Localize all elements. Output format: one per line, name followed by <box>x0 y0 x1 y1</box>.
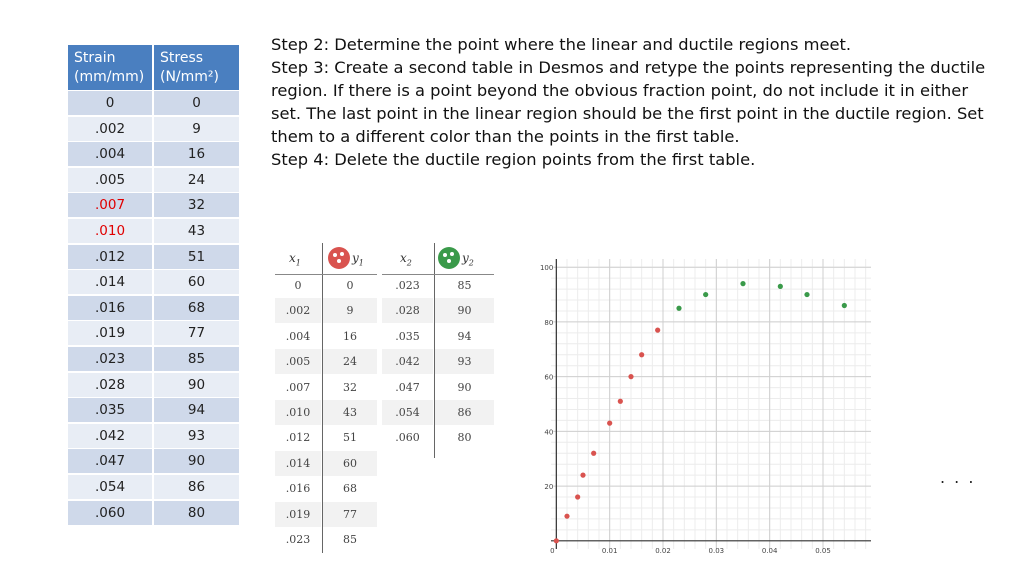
table1-x-cell[interactable]: .019 <box>275 502 321 527</box>
table2-x-cell[interactable]: .054 <box>382 400 433 425</box>
table2-y-cell[interactable]: 86 <box>435 400 494 425</box>
data-point <box>842 303 847 308</box>
table-row <box>68 424 239 450</box>
table1-y-cell[interactable]: 60 <box>323 451 377 476</box>
table1-x-cell[interactable]: .002 <box>275 298 321 323</box>
step-2-text: Step 2: Determine the point where the linear and ductile regions meet. <box>271 35 852 54</box>
table-row <box>68 219 239 245</box>
table1-y-cell[interactable]: 9 <box>323 298 377 323</box>
table1-x-sub: 1 <box>295 258 301 268</box>
table1-y-cell[interactable]: 16 <box>343 329 357 343</box>
table-row <box>68 142 239 168</box>
stress-cell: 94 <box>154 398 239 422</box>
table1-x-cell[interactable]: .023 <box>285 533 311 546</box>
data-point <box>778 284 783 289</box>
data-point <box>676 306 681 311</box>
strain-cell: .047 <box>68 449 152 473</box>
point-style-icon[interactable] <box>328 247 350 269</box>
data-point <box>564 514 569 519</box>
scatter-chart <box>539 255 875 555</box>
table2-y-cell[interactable]: 90 <box>457 380 472 394</box>
stress-cell: 9 <box>154 117 239 141</box>
y-tick-label: 80 <box>544 318 554 327</box>
data-point <box>655 328 660 333</box>
point-style-icon[interactable] <box>438 247 460 269</box>
stress-cell: 24 <box>154 168 239 192</box>
stress-header <box>154 45 239 90</box>
table-row <box>68 347 239 373</box>
x-tick-label: 0.02 <box>655 546 671 555</box>
table-row <box>68 117 239 143</box>
table-row <box>68 449 239 475</box>
strain-cell: .035 <box>68 398 152 422</box>
table-row <box>68 193 239 219</box>
y-tick-label: 40 <box>544 428 554 437</box>
table2-x-cell[interactable]: .047 <box>395 380 420 394</box>
strain-cell: .002 <box>68 117 152 141</box>
stress-cell: 77 <box>154 321 239 345</box>
stress-cell: 51 <box>154 245 239 269</box>
strain-cell: .023 <box>68 347 152 371</box>
table1-x-cell[interactable]: .005 <box>275 349 321 374</box>
table1-x-label: x <box>289 251 296 265</box>
data-point <box>580 473 585 478</box>
stress-cell: 86 <box>154 475 239 499</box>
stress-cell: 90 <box>154 373 239 397</box>
data-point <box>554 538 559 543</box>
table1-y-sub: 1 <box>358 258 364 268</box>
data-point <box>740 281 745 286</box>
instructions-text <box>271 33 991 171</box>
ellipsis: . . . <box>940 468 976 487</box>
table1-x-cell[interactable]: .012 <box>285 431 311 445</box>
data-point <box>804 292 809 297</box>
table2-y-cell[interactable]: 85 <box>457 279 472 292</box>
strain-header-label: Strain <box>74 50 116 66</box>
table1-y-cell[interactable]: 68 <box>343 482 357 496</box>
table-row <box>68 373 239 399</box>
stress-cell: 90 <box>154 449 239 473</box>
strain-cell: .042 <box>68 424 152 448</box>
table2-y-label: y <box>462 251 469 265</box>
table2-y-cell[interactable]: 80 <box>457 431 472 445</box>
table-row <box>68 475 239 501</box>
strain-cell: .014 <box>68 270 152 294</box>
desmos-table-2 <box>382 243 494 458</box>
stress-cell: 80 <box>154 501 239 525</box>
table-row <box>68 270 239 296</box>
stress-header-label: Stress <box>160 50 204 66</box>
table1-y-cell[interactable]: 43 <box>323 400 377 425</box>
step-3-text: Step 3: Create a second table in Desmos and retype the points representing the ductile region. If there is a point beyond the obvious fraction point, do not include it in either set. The last point in the linear region should be the first point in the ductile region. Set them to a different color than the points in the first table. <box>271 58 986 146</box>
table2-x-label: x <box>400 251 407 265</box>
x-tick-label: 0.01 <box>601 546 618 555</box>
strain-cell: .010 <box>68 219 152 243</box>
strain-header-unit: (mm/mm) <box>74 69 145 85</box>
table2-x-cell[interactable]: .028 <box>382 298 433 323</box>
strain-cell: .028 <box>68 373 152 397</box>
x-tick-label: 0.03 <box>708 546 725 555</box>
x-tick-label: 0.04 <box>761 546 778 555</box>
table-row <box>68 168 239 194</box>
table-row <box>68 501 239 527</box>
table1-y-cell[interactable]: 24 <box>323 349 377 374</box>
step-4-text: Step 4: Delete the ductile region points from the first table. <box>271 150 756 169</box>
y-tick-label: 20 <box>544 483 554 492</box>
data-point <box>575 494 580 499</box>
strain-cell: .019 <box>68 321 152 345</box>
table-row <box>68 245 239 271</box>
y-tick-label: 60 <box>544 373 554 382</box>
table1-x-cell[interactable]: .016 <box>285 482 311 496</box>
table1-y-cell[interactable]: 0 <box>346 279 354 292</box>
strain-header <box>68 45 152 90</box>
x-tick-label: 0.05 <box>815 546 831 555</box>
stress-cell: 32 <box>154 193 239 217</box>
table2-x-sub: 2 <box>406 258 412 268</box>
y-tick-label: 100 <box>539 264 554 273</box>
stress-cell: 85 <box>154 347 239 371</box>
table-row <box>68 321 239 347</box>
data-point <box>591 451 596 456</box>
x-tick-label: 0 <box>550 546 555 555</box>
stress-cell: 0 <box>154 91 239 115</box>
table1-y-cell[interactable]: 77 <box>323 502 377 527</box>
table2-x-cell[interactable]: .023 <box>395 279 420 292</box>
table2-y-sub: 2 <box>468 258 474 268</box>
stress-cell: 60 <box>154 270 239 294</box>
table2-x-cell[interactable]: .035 <box>395 329 420 343</box>
table-row <box>68 296 239 322</box>
desmos-table-1 <box>275 243 377 553</box>
table1-y-cell[interactable]: 32 <box>343 380 357 394</box>
table1-x-cell[interactable]: .014 <box>275 451 321 476</box>
table2-x-cell[interactable]: .042 <box>382 349 433 374</box>
data-point <box>618 399 623 404</box>
table2-x-cell[interactable]: .060 <box>395 431 420 445</box>
table2-y-cell[interactable]: 93 <box>435 349 494 374</box>
table2-y-cell[interactable]: 90 <box>435 298 494 323</box>
table1-x-cell[interactable]: .010 <box>275 400 321 425</box>
table1-x-cell[interactable]: .004 <box>285 329 311 343</box>
strain-cell: .012 <box>68 245 152 269</box>
strain-cell: .060 <box>68 501 152 525</box>
table1-y-cell[interactable]: 51 <box>343 431 357 445</box>
strain-cell: .016 <box>68 296 152 320</box>
data-point <box>703 292 708 297</box>
stress-header-unit: (N/mm²) <box>160 69 220 85</box>
table1-y-label: y <box>352 251 359 265</box>
strain-cell: 0 <box>68 91 152 115</box>
strain-cell: .007 <box>68 193 152 217</box>
table2-y-cell[interactable]: 94 <box>457 329 472 343</box>
strain-cell: .004 <box>68 142 152 166</box>
stress-cell: 43 <box>154 219 239 243</box>
stress-cell: 93 <box>154 424 239 448</box>
stress-cell: 16 <box>154 142 239 166</box>
strain-cell: .005 <box>68 168 152 192</box>
table1-x-cell[interactable]: .007 <box>285 380 311 394</box>
data-point <box>639 352 644 357</box>
data-point <box>607 421 612 426</box>
table-row <box>68 398 239 424</box>
table1-y-cell[interactable]: 85 <box>343 533 357 546</box>
strain-cell: .054 <box>68 475 152 499</box>
stress-cell: 68 <box>154 296 239 320</box>
table1-x-cell[interactable]: 0 <box>294 279 302 292</box>
data-point <box>628 374 633 379</box>
table-row <box>68 91 239 117</box>
